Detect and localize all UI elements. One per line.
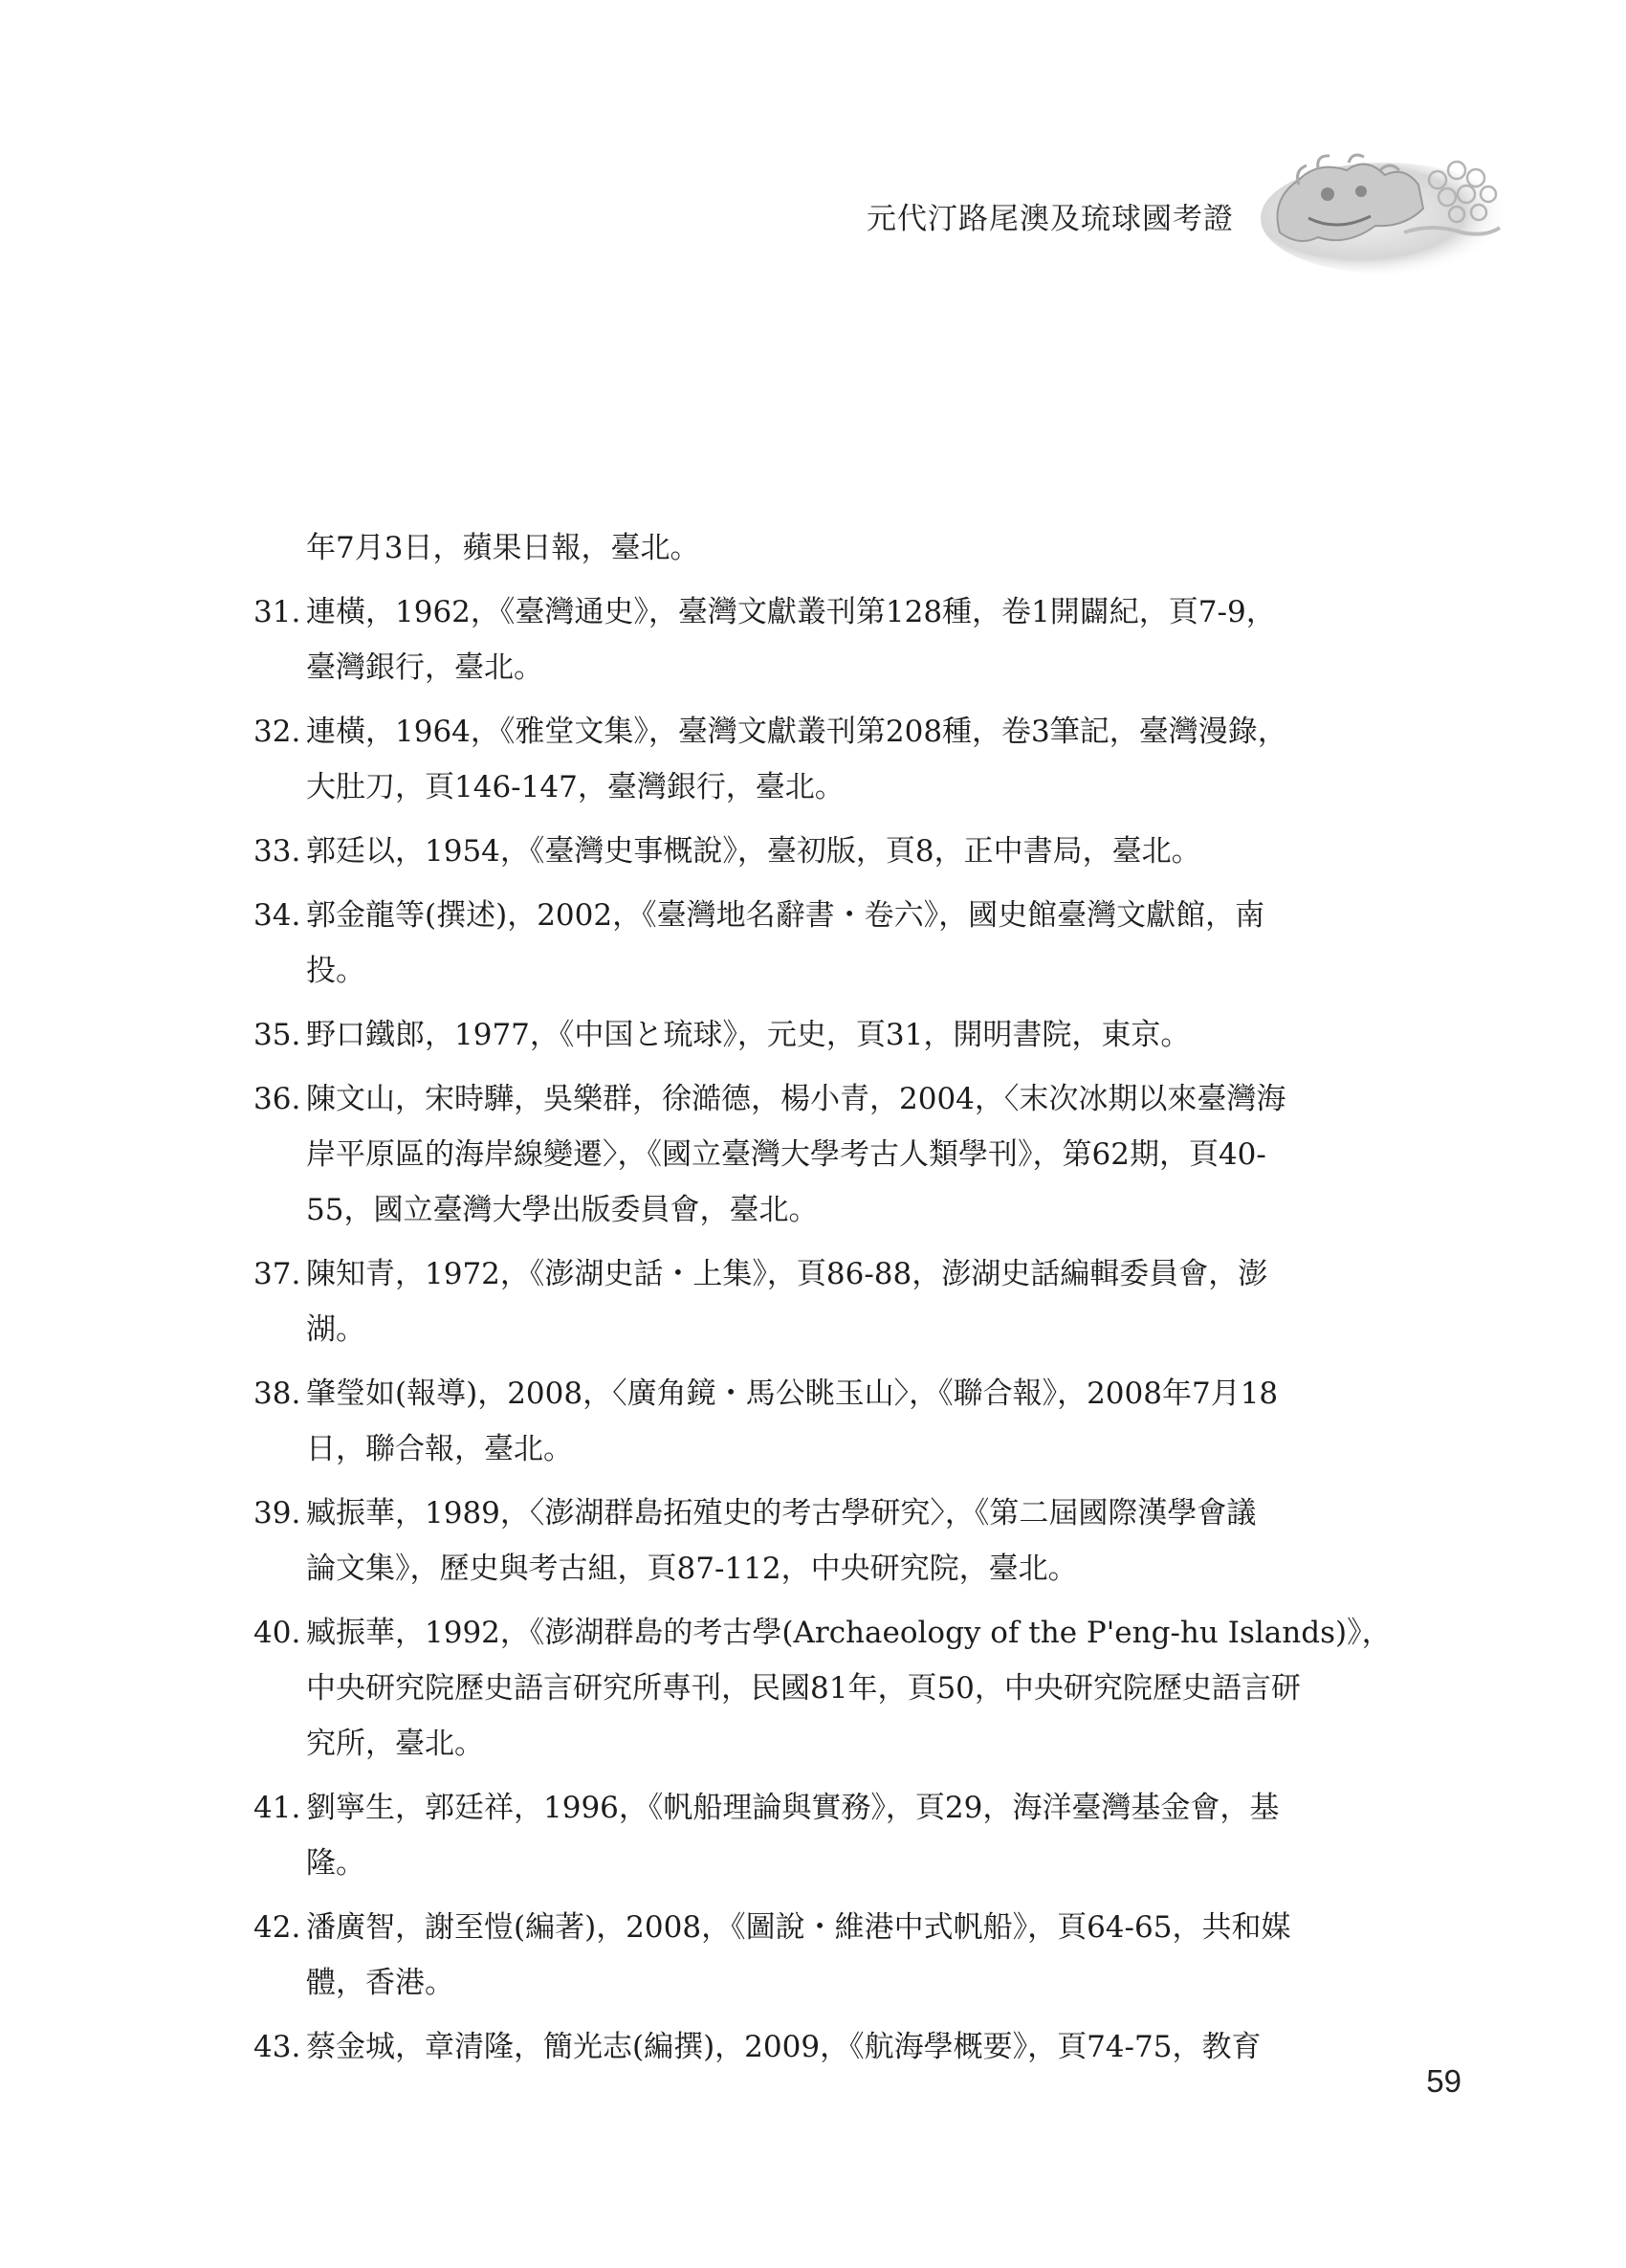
reference-number: 38.: [253, 1376, 301, 1411]
reference-line: 連橫，1964，《雅堂文集》，臺灣文獻叢刊第208種，卷3筆記，臺灣漫錄，: [306, 715, 1287, 749]
reference-line: 蔡金城，章清隆，簡光志(編撰)，2009，《航海學概要》，頁74-75，教育: [306, 2030, 1262, 2064]
reference-line: 肇瑩如(報導)，2008，〈廣角鏡・馬公眺玉山〉，《聯合報》，2008年7月18: [306, 1376, 1279, 1411]
reference-item: [0, 584, 1626, 695]
reference-line: 投。: [306, 954, 365, 988]
reference-line: 湖。: [306, 1312, 365, 1347]
reference-number: 40.: [253, 1616, 301, 1650]
reference-line: 臺灣銀行，臺北。: [306, 650, 543, 685]
reference-number: 31.: [253, 595, 301, 629]
reference-number: 33.: [253, 834, 301, 869]
reference-line: 郭金龍等(撰述)，2002，《臺灣地名辭書・卷六》，國史館臺灣文獻館，南: [306, 898, 1265, 933]
reference-line: 臧振華，1989，〈澎湖群島拓殖史的考古學研究〉，《第二屆國際漢學會議: [306, 1496, 1257, 1530]
reference-line: 隆。: [306, 1846, 365, 1881]
reference-item: [0, 1246, 1626, 1357]
reference-line: 日，聯合報，臺北。: [306, 1432, 573, 1466]
reference-number: 34.: [253, 898, 301, 933]
reference-line: 體，香港。: [306, 1966, 454, 2000]
reference-line: 連橫，1962，《臺灣通史》，臺灣文獻叢刊第128種，卷1開闢紀，頁7-9，: [306, 595, 1276, 629]
reference-line: 中央研究院歷史語言研究所專刊，民國81年，頁50，中央研究院歷史語言研: [306, 1671, 1301, 1706]
reference-item: [0, 1007, 1626, 1063]
reference-line: 臧振華，1992，《澎湖群島的考古學(Archaeology of the P'eng-hu Islands)》，: [306, 1616, 1392, 1650]
reference-list: [0, 520, 1626, 2075]
reference-line: 究所，臺北。: [306, 1727, 484, 1761]
reference-line: 郭廷以，1954，《臺灣史事概說》，臺初版，頁8，正中書局，臺北。: [306, 834, 1201, 869]
reference-item: [0, 520, 1626, 576]
reference-line: 劉寧生，郭廷祥，1996，《帆船理論與實務》，頁29，海洋臺灣基金會，基: [306, 1791, 1280, 1825]
reference-number: 32.: [253, 715, 301, 749]
reference-line: 大肚刀，頁146-147，臺灣銀行，臺北。: [306, 770, 845, 804]
reference-item: [0, 1486, 1626, 1596]
reference-line: 論文集》，歷史與考古組，頁87-112，中央研究院，臺北。: [306, 1552, 1078, 1586]
reference-line: 野口鐵郎，1977，《中国と琉球》，元史，頁31，開明書院，東京。: [306, 1018, 1191, 1052]
reference-number: 43.: [253, 2030, 301, 2064]
reference-item: [0, 1071, 1626, 1238]
reference-number: 37.: [253, 1257, 301, 1291]
reference-number: 41.: [253, 1791, 301, 1825]
page-number: 59: [1426, 2063, 1461, 2099]
reference-line: 55，國立臺灣大學出版委員會，臺北。: [306, 1193, 819, 1227]
reference-item: [0, 704, 1626, 815]
reference-line: 陳文山，宋時驊，吳樂群，徐澔德，楊小青，2004，〈末次冰期以來臺灣海: [306, 1082, 1286, 1116]
reference-line: 岸平原區的海岸線變遷〉，《國立臺灣大學考古人類學刊》，第62期，頁40-: [306, 1137, 1266, 1172]
reference-line: 陳知青，1972，《澎湖史話・上集》，頁86-88，澎湖史話編輯委員會，澎: [306, 1257, 1268, 1291]
reference-item: [0, 1605, 1626, 1772]
reference-item: [0, 2019, 1626, 2075]
reference-line: 潘廣智，謝至愷(編著)，2008，《圖說・維港中式帆船》，頁64-65，共和媒: [306, 1910, 1291, 1945]
reference-number: 35.: [253, 1018, 301, 1052]
reference-number: 39.: [253, 1496, 301, 1530]
reference-item: [0, 1366, 1626, 1477]
reference-number: 42.: [253, 1910, 301, 1945]
stone-lion-icon: [1261, 142, 1511, 274]
reference-item: [0, 888, 1626, 999]
reference-item: [0, 1900, 1626, 2011]
reference-item: [0, 824, 1626, 879]
reference-number: 36.: [253, 1082, 301, 1116]
reference-item: [0, 1780, 1626, 1891]
reference-line: 年7月3日，蘋果日報，臺北。: [306, 531, 700, 565]
running-header-title: 元代汀路尾澳及琉球國考證: [867, 202, 1234, 235]
